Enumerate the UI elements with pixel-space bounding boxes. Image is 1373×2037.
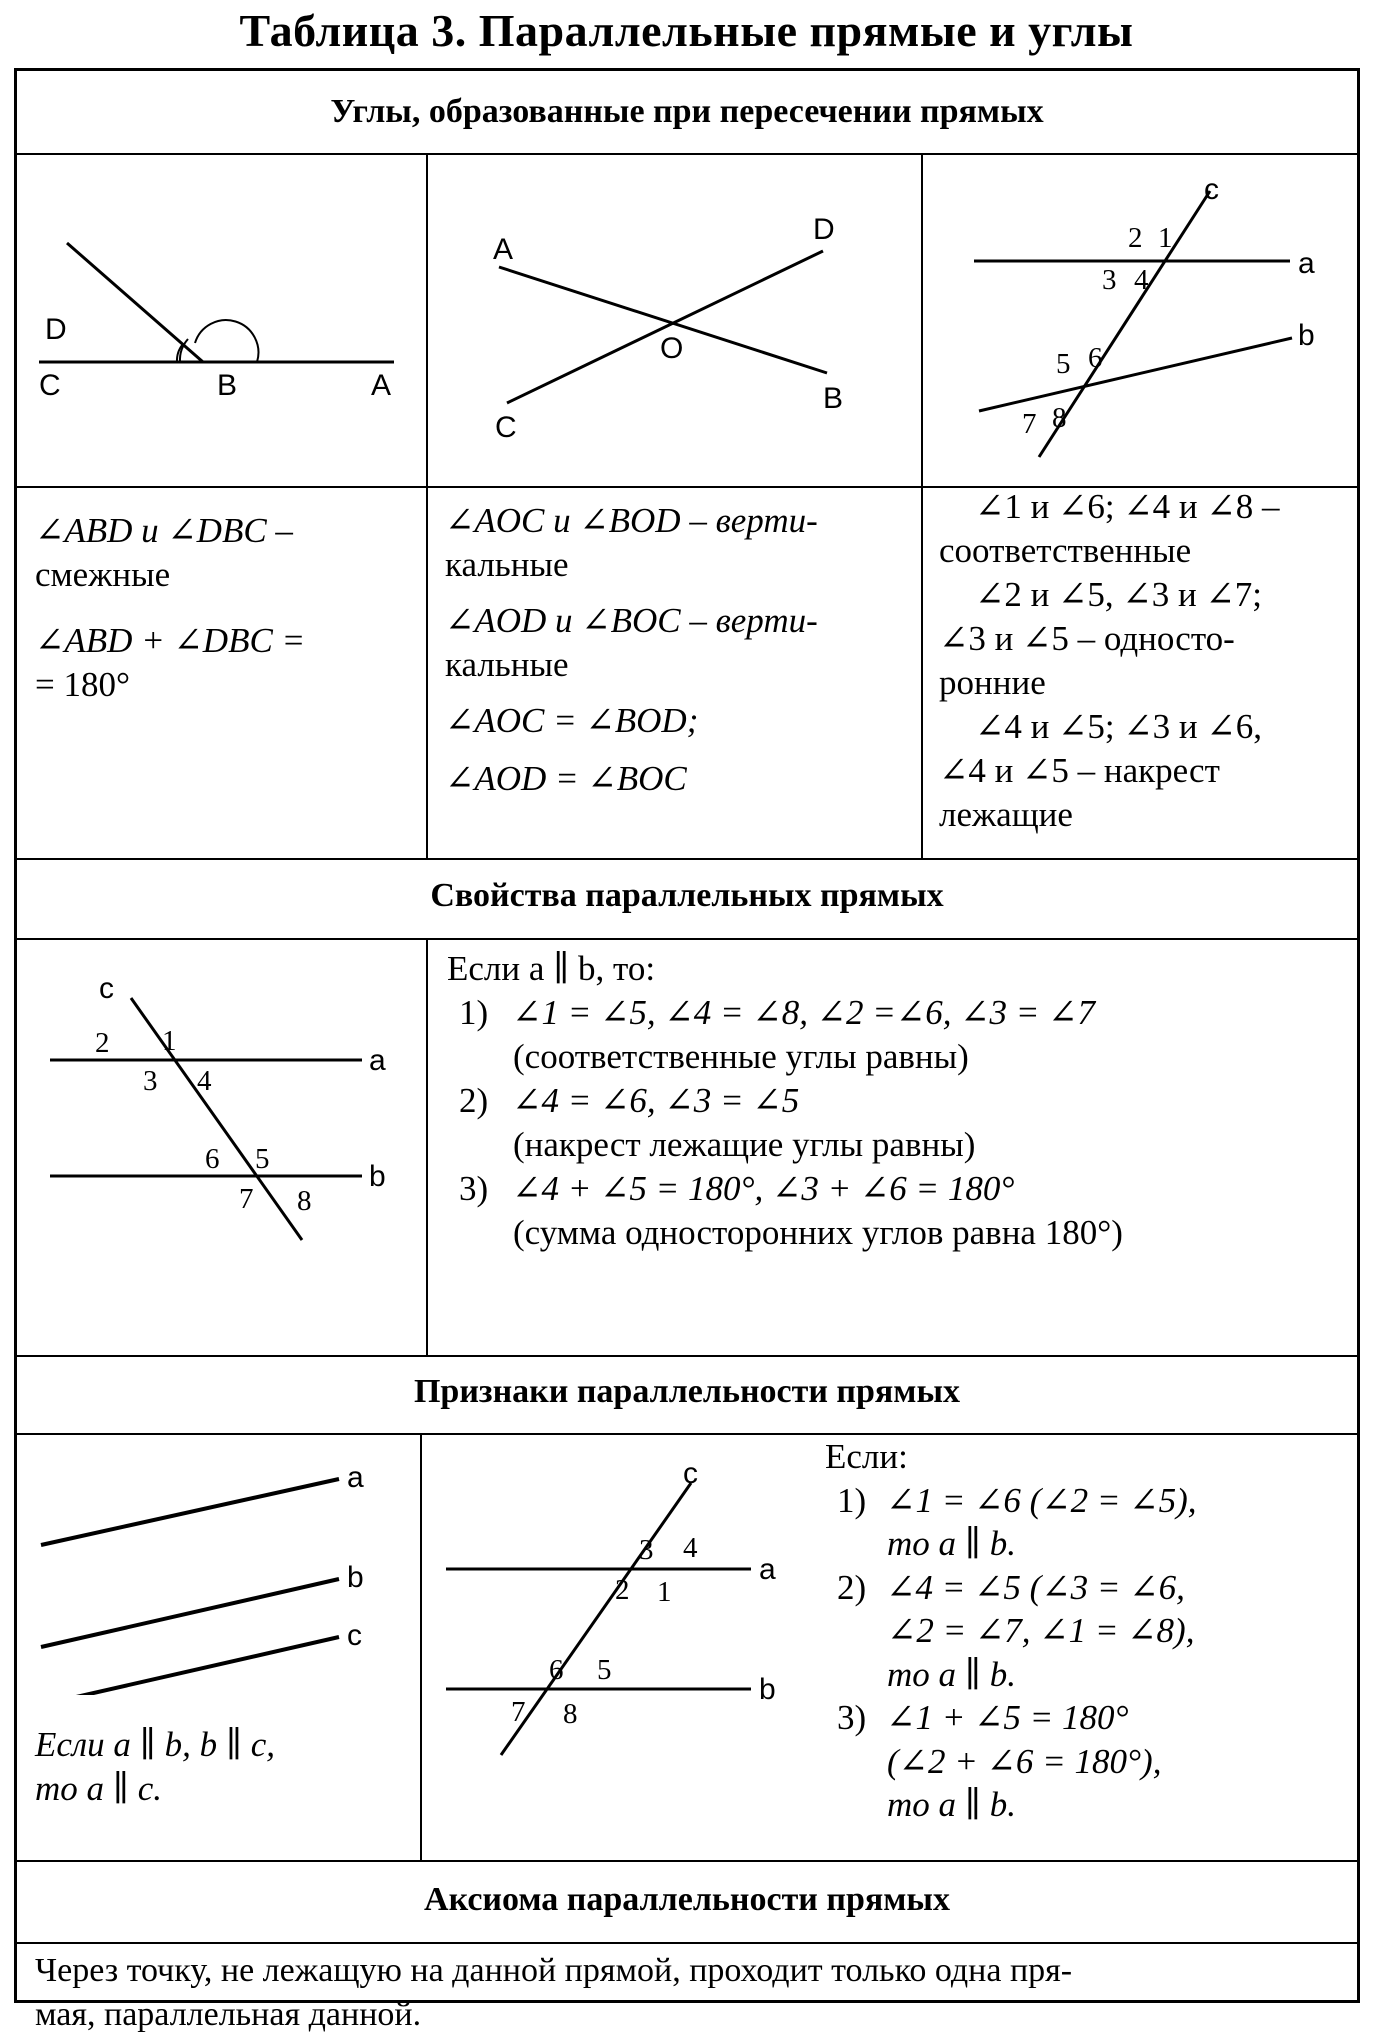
- text-line: ∠4 и ∠5; ∠3 и ∠6,: [975, 707, 1262, 746]
- parallel-criteria-text: [825, 1435, 1197, 1827]
- angle-number: 4: [197, 1065, 212, 1097]
- angle-number: 8: [563, 1698, 578, 1730]
- text-line: лежащие: [939, 795, 1073, 834]
- line-label-a: a: [369, 1044, 386, 1077]
- angle-number: 1: [162, 1025, 177, 1057]
- angle-number: 3: [1102, 264, 1117, 296]
- angle-number: 3: [639, 1534, 654, 1566]
- divider: [17, 858, 1357, 860]
- angle-number: 2: [1128, 222, 1143, 254]
- transitivity-diagram: [17, 1435, 419, 1695]
- list-number: 1): [837, 1480, 867, 1520]
- parallel-properties-text: [447, 947, 1123, 1255]
- text-line: ∠1 = ∠5, ∠4 = ∠8, ∠2 =∠6, ∠3 = ∠7: [512, 993, 1095, 1032]
- section-heading-properties: Свойства параллельных прямых: [430, 877, 944, 914]
- point-label-B: B: [823, 382, 844, 415]
- angle-number: 5: [1056, 348, 1071, 380]
- angle-number: 6: [205, 1143, 220, 1175]
- point-label-D: D: [45, 313, 67, 346]
- divider: [17, 1355, 1357, 1357]
- vertical-angles-text: [445, 499, 818, 801]
- line-label-c: c: [99, 972, 114, 1005]
- page-title: Таблица 3. Параллельные прямые и углы: [239, 5, 1134, 56]
- text-line: (накрест лежащие углы равны): [513, 1125, 976, 1164]
- parallel-properties-diagram: [17, 940, 425, 1354]
- text-line: ∠AOC и ∠BOD – верти-: [445, 501, 818, 540]
- angle-number: 1: [1158, 222, 1173, 254]
- text-line: ∠ABD и ∠DBC –: [35, 511, 293, 550]
- angle-number: 5: [255, 1143, 270, 1175]
- transversal-angles-diagram: [922, 155, 1360, 485]
- point-label-C: C: [39, 369, 61, 402]
- angle-number: 7: [239, 1183, 254, 1215]
- text-line: ∠2 = ∠7, ∠1 = ∠8),: [887, 1611, 1195, 1650]
- section-heading-angles: Углы, образованные при пересечении прямых: [330, 93, 1044, 130]
- text-line: ∠ABD + ∠DBC =: [35, 621, 306, 660]
- point-label-D: D: [813, 213, 835, 246]
- angle-number: 7: [511, 1696, 526, 1728]
- text-line: кальные: [445, 545, 569, 584]
- point-label-O: O: [660, 332, 684, 365]
- axiom-text: [35, 1949, 1072, 2037]
- line-label-b: b: [347, 1561, 364, 1594]
- angle-number: 6: [549, 1654, 564, 1686]
- text-line: ∠1 = ∠6 (∠2 = ∠5),: [886, 1480, 1197, 1520]
- text-line: смежные: [35, 555, 171, 594]
- angle-number: 2: [95, 1027, 110, 1059]
- point-label-A: A: [493, 233, 514, 266]
- divider: [17, 1860, 1357, 1862]
- text-line: ∠AOC = ∠BOD;: [445, 701, 699, 740]
- divider: [17, 1942, 1357, 1944]
- text-line: ∠AOD = ∠BOC: [445, 759, 687, 798]
- text-line: Если:: [825, 1437, 908, 1476]
- angle-number: 8: [297, 1185, 312, 1217]
- angle-number: 4: [683, 1532, 698, 1564]
- text-line: то a ∥ b.: [887, 1785, 1016, 1824]
- angle-number: 7: [1022, 408, 1037, 440]
- text-line: то a ∥ c.: [35, 1769, 162, 1808]
- list-number: 1): [459, 993, 489, 1032]
- text-line: Через точку, не лежащую на данной прямой, проходит только одна пря-: [35, 1952, 1073, 1989]
- line-label-b: b: [759, 1673, 776, 1706]
- line-label-c: c: [1204, 173, 1219, 206]
- list-number: 3): [459, 1169, 489, 1208]
- angle-number: 3: [143, 1065, 158, 1097]
- section-heading-axiom: Аксиома параллельности прямых: [424, 1881, 950, 1918]
- text-line: (соответственные углы равны): [513, 1037, 969, 1076]
- list-number: 3): [837, 1698, 867, 1737]
- theory-table: [14, 68, 1360, 2033]
- vertical-angles-diagram: [427, 155, 920, 485]
- angle-number: 5: [597, 1654, 612, 1686]
- line-label-b: b: [1298, 319, 1315, 352]
- text-line: Если a ∥ b, то:: [447, 949, 656, 988]
- point-label-C: C: [495, 411, 517, 444]
- text-line: то a ∥ b.: [887, 1524, 1016, 1563]
- text-line: ∠4 = ∠6, ∠3 = ∠5: [512, 1081, 800, 1120]
- section-heading-criteria: Признаки параллельности прямых: [413, 1373, 961, 1410]
- text-line: ∠AOD и ∠BOC – верти-: [445, 601, 818, 640]
- text-line: мая, параллельная данной.: [35, 1996, 422, 2033]
- text-line: то a ∥ b.: [887, 1654, 1016, 1694]
- line-label-a: a: [759, 1553, 776, 1586]
- line-label-a: a: [1298, 247, 1315, 280]
- text-line: (сумма односторонних углов равна 180°): [513, 1213, 1123, 1252]
- list-number: 2): [837, 1567, 867, 1607]
- line-label-c: c: [683, 1457, 698, 1490]
- angle-number: 6: [1088, 342, 1103, 374]
- parallel-criteria-diagram: [421, 1435, 841, 1859]
- line-label-a: a: [347, 1461, 364, 1494]
- text-line: Если a ∥ b, b ∥ c,: [35, 1725, 276, 1764]
- transversal-angles-text: [939, 485, 1280, 837]
- text-line: (∠2 + ∠6 = 180°),: [887, 1741, 1162, 1781]
- text-line: ∠3 и ∠5 – односто-: [939, 619, 1235, 658]
- adjacent-angles-text: [35, 509, 305, 707]
- text-line: кальные: [445, 645, 569, 684]
- text-line: ∠4 = ∠5 (∠3 = ∠6,: [886, 1567, 1185, 1607]
- point-label-A: A: [371, 369, 392, 402]
- angle-number: 8: [1052, 402, 1067, 434]
- line-label-c: c: [347, 1619, 362, 1652]
- text-line: ∠4 + ∠5 = 180°, ∠3 + ∠6 = 180°: [512, 1169, 1015, 1208]
- point-label-B: B: [217, 369, 238, 402]
- text-line: ∠1 и ∠6; ∠4 и ∠8 –: [975, 487, 1280, 526]
- line-label-b: b: [369, 1160, 386, 1193]
- angle-number: 4: [1134, 264, 1149, 296]
- transitivity-text: [35, 1723, 275, 1811]
- angle-number: 1: [657, 1576, 672, 1608]
- text-line: ∠4 и ∠5 – накрест: [939, 751, 1220, 790]
- column-divider: [426, 938, 428, 1355]
- text-line: ронние: [939, 663, 1046, 702]
- text-line: = 180°: [35, 665, 130, 704]
- adjacent-angles-diagram: [17, 155, 425, 485]
- text-line: ∠2 и ∠5, ∠3 и ∠7;: [975, 575, 1262, 614]
- list-number: 2): [459, 1081, 489, 1120]
- angle-number: 2: [615, 1574, 630, 1606]
- text-line: ∠1 + ∠5 = 180°: [886, 1698, 1129, 1737]
- text-line: соответственные: [939, 531, 1192, 570]
